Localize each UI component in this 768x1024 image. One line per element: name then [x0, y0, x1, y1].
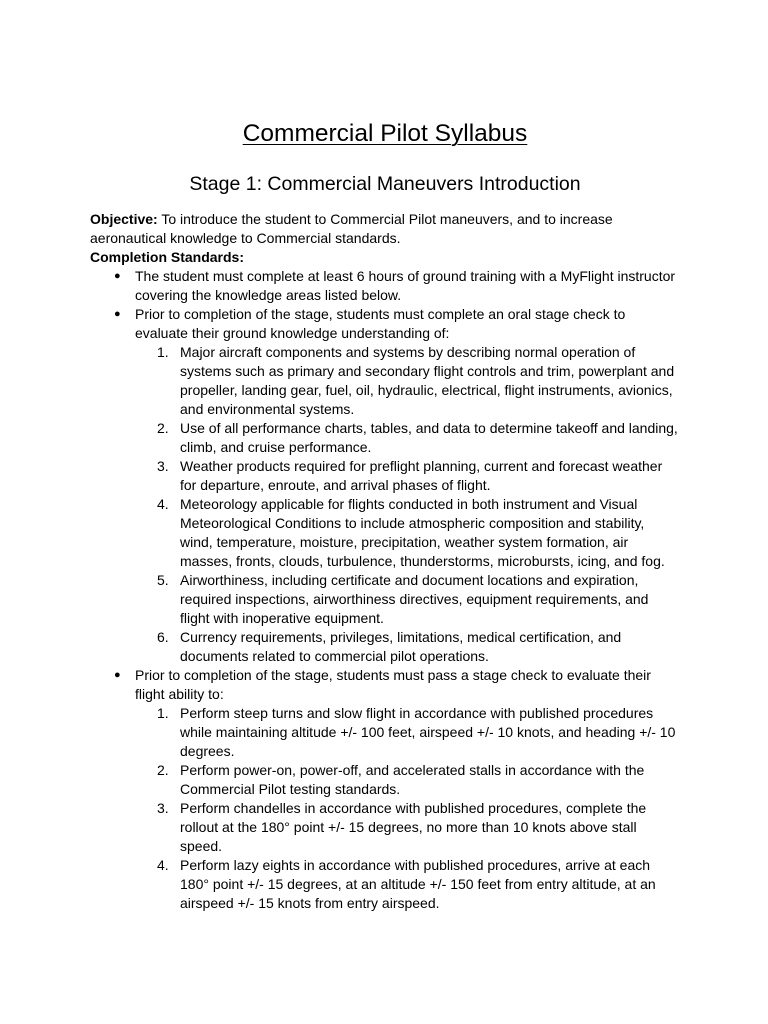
- list-item: [157, 628, 680, 666]
- standard-text: Prior to completion of the stage, students must pass a stage check to evaluate their flight ability to:: [135, 667, 651, 702]
- document-body: [90, 210, 680, 913]
- list-item-text: Perform steep turns and slow flight in accordance with published procedures while maintaining altitude +/- 100 feet, airspeed +/- 10 knots, and heading +/- 10 degrees.: [180, 705, 676, 759]
- list-item: [157, 856, 680, 913]
- standard-item: [114, 666, 680, 913]
- list-item: [157, 571, 680, 628]
- list-number: 2.: [157, 420, 169, 436]
- standard-text: The student must complete at least 6 hours of ground training with a MyFlight instructor covering the knowledge areas listed below.: [135, 268, 676, 303]
- list-item-text: Use of all performance charts, tables, and data to determine takeoff and landing, climb, and cruise performance.: [180, 420, 678, 455]
- list-item-text: Currency requirements, privileges, limitations, medical certification, and documents related to commercial pilot operations.: [180, 629, 622, 664]
- stage-heading: Stage 1: Commercial Maneuvers Introduction: [189, 173, 581, 195]
- list-item: [157, 704, 680, 761]
- objective-paragraph: [90, 210, 680, 248]
- list-item-text: Perform power-on, power-off, and accelerated stalls in accordance with the Commercial Pilot testing standards.: [180, 762, 645, 797]
- list-item-text: Airworthiness, including certificate and document locations and expiration, required inspections, airworthiness directives, equipment requirements, and flight with inoperative equipment.: [180, 572, 649, 626]
- list-item-text: Major aircraft components and systems by describing normal operation of systems such as primary and secondary flight controls and trim, powerplant and propeller, landing gear, fuel, oil, hydraulic, electrical, flight instruments, avionics, and environmental systems.: [180, 344, 675, 417]
- list-item-text: Meteorology applicable for flights conducted in both instrument and Visual Meteorological Conditions to include atmospheric composition and stability, wind, temperature, moisture, precipitation, weather system formation, air masses, fronts, clouds, turbulence, thunderstorms, microbursts, icing, and fog.: [180, 496, 665, 569]
- ground-knowledge-list: [135, 343, 680, 666]
- list-number: 4.: [157, 857, 169, 873]
- completion-standards-list: [90, 267, 680, 913]
- list-item-text: Weather products required for preflight planning, current and forecast weather for departure, enroute, and arrival phases of flight.: [180, 458, 663, 493]
- list-item: [157, 457, 680, 495]
- standard-text: Prior to completion of the stage, students must complete an oral stage check to evaluate their ground knowledge understanding of:: [135, 306, 626, 341]
- list-item-text: Perform chandelles in accordance with published procedures, complete the rollout at the 180° point +/- 15 degrees, no more than 10 knots above stall speed.: [180, 800, 647, 854]
- bullet-icon: ●: [114, 669, 121, 681]
- list-number: 3.: [157, 800, 169, 816]
- standard-item: [114, 305, 680, 666]
- list-item: [157, 495, 680, 571]
- list-number: 6.: [157, 629, 169, 645]
- completion-standards-label: Completion Standards:: [90, 249, 245, 265]
- list-item: [157, 761, 680, 799]
- standard-item: [114, 267, 680, 305]
- list-number: 5.: [157, 572, 169, 588]
- list-number: 3.: [157, 458, 169, 474]
- bullet-icon: ●: [114, 270, 121, 282]
- objective-text: To introduce the student to Commercial Pilot maneuvers, and to increase aeronautical knowledge to Commercial standards.: [90, 211, 613, 246]
- list-number: 1.: [157, 344, 169, 360]
- bullet-icon: ●: [114, 308, 121, 320]
- list-item: [157, 799, 680, 856]
- flight-ability-list: [135, 704, 680, 913]
- list-number: 2.: [157, 762, 169, 778]
- list-item: [157, 343, 680, 419]
- objective-label: Objective:: [90, 211, 158, 227]
- document-title: Commercial Pilot Syllabus: [242, 120, 528, 147]
- list-item-text: Perform lazy eights in accordance with published procedures, arrive at each 180° point +/- 15 degrees, at an altitude +/- 150 feet from entry altitude, at an airspeed +/- 15 knots from entry airspeed.: [180, 857, 656, 911]
- list-number: 4.: [157, 496, 169, 512]
- list-item: [157, 419, 680, 457]
- list-number: 1.: [157, 705, 169, 721]
